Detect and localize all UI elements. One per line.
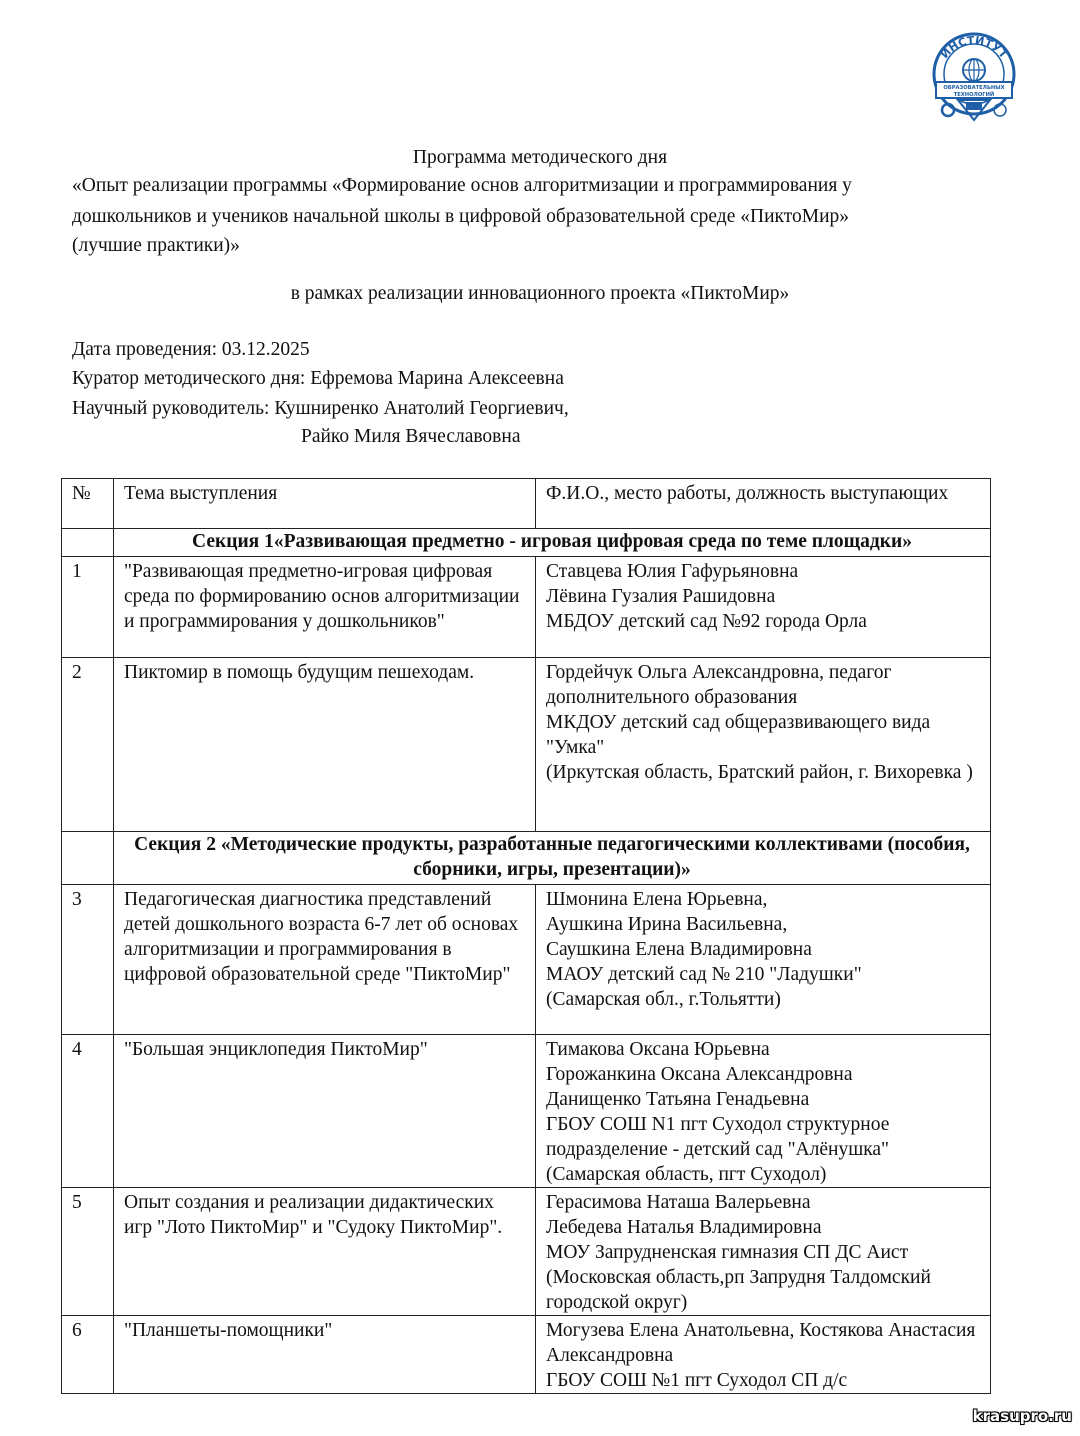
section-1-title: Секция 1«Развивающая предметно - игровая цифровая среда по теме площадки» [114,529,991,557]
row-num: 4 [62,1035,114,1188]
header-topic: Тема выступления [114,479,536,529]
scientific-supervisor-2: Райко Миля Вячеславовна [301,426,521,447]
table-row [62,1316,991,1394]
section-2-title: Секция 2 «Методические продукты, разработанные педагогическими коллективами (пособия, сборники, игры, презентации)» [114,832,991,885]
row-num: 1 [62,557,114,658]
program-title: Программа методического дня [412,147,668,168]
program-subtitle-line-2: дошкольников и учеников начальной школы в цифровой образовательной среде «ПиктоМир» [72,206,850,227]
institute-emblem-icon [928,30,1020,128]
row-num: 3 [62,885,114,1035]
row-num: 5 [62,1188,114,1316]
site-watermark: krasupro.ru [972,1407,1072,1425]
program-subtitle-line-3: (лучшие практики)» [72,235,240,256]
svg-text:ОБРАЗОВАТЕЛЬНЫХ: ОБРАЗОВАТЕЛЬНЫХ [943,85,1005,91]
table-row [62,885,991,1035]
row-topic: Педагогическая диагностика представлений детей дошкольного возраста 6-7 лет об основах алгоритмизации и программирования в цифровой образовательной среде "ПиктоМир" [114,885,536,1035]
table-row [62,658,991,832]
section-row [62,529,991,557]
program-subtitle-line-1: «Опыт реализации программы «Формирование основ алгоритмизации и программирования у [72,175,852,196]
header-num: № [62,479,114,529]
row-topic: "Планшеты-помощники" [114,1316,536,1394]
row-num: 6 [62,1316,114,1394]
row-speakers: Тимакова Оксана Юрьевна Горожанкина Оксана Александровна Данищенко Татьяна Генадьевна ГБОУ СОШ N1 пгт Суходол структурное подразделение - детский сад "Алёнушка" (Самарская область, пгт Суходол) [536,1035,991,1188]
svg-text:ТЕХНОЛОГИЙ: ТЕХНОЛОГИЙ [953,92,995,98]
section-row [62,832,991,885]
row-speakers: Шмонина Елена Юрьевна, Аушкина Ирина Васильевна, Саушкина Елена Владимировна МАОУ детский сад № 210 "Ладушки" (Самарская обл., г.Тольятти) [536,885,991,1035]
row-speakers: Могузева Елена Анатольевна, Костякова Анастасия Александровна ГБОУ СОШ №1 пгт Суходол СП д/с [536,1316,991,1394]
institute-logo [928,30,1020,128]
row-speakers: Герасимова Наташа Валерьевна Лебедева Наталья Владимировна МОУ Запрудненская гимназия СП ДС Аист (Московская область,рп Запрудня Талдомский городской округ) [536,1188,991,1316]
svg-text:ИНСТИТУТ: ИНСТИТУТ [937,33,1011,61]
header-speakers: Ф.И.О., место работы, должность выступающих [536,479,991,529]
scientific-supervisor: Научный руководитель: Кушниренко Анатолий Георгиевич, [72,398,569,419]
table-row [62,557,991,658]
row-topic: Опыт создания и реализации дидактических игр "Лото ПиктоМир" и "Судоку ПиктоМир". [114,1188,536,1316]
table-row [62,1188,991,1316]
project-line: в рамках реализации инновационного проекта «ПиктоМир» [290,283,790,304]
row-topic: Пиктомир в помощь будущим пешеходам. [114,658,536,832]
table-header-row [62,479,991,529]
table-row [62,1035,991,1188]
event-date: Дата проведения: 03.12.2025 [72,339,310,360]
row-topic: "Большая энциклопедия ПиктоМир" [114,1035,536,1188]
program-table [61,478,991,1394]
row-speakers: Гордейчук Ольга Александровна, педагог дополнительного образования МКДОУ детский сад общеразвивающего вида "Умка" (Иркутская область, Братский район, г. Вихоревка ) [536,658,991,832]
row-speakers: Ставцева Юлия Гафурьяновна Лёвина Гузалия Рашидовна МБДОУ детский сад №92 города Орла [536,557,991,658]
curator: Куратор методического дня: Ефремова Марина Алексеевна [72,368,564,389]
row-topic: "Развивающая предметно-игровая цифровая среда по формированию основ алгоритмизации и программирования у дошкольников" [114,557,536,658]
row-num: 2 [62,658,114,832]
